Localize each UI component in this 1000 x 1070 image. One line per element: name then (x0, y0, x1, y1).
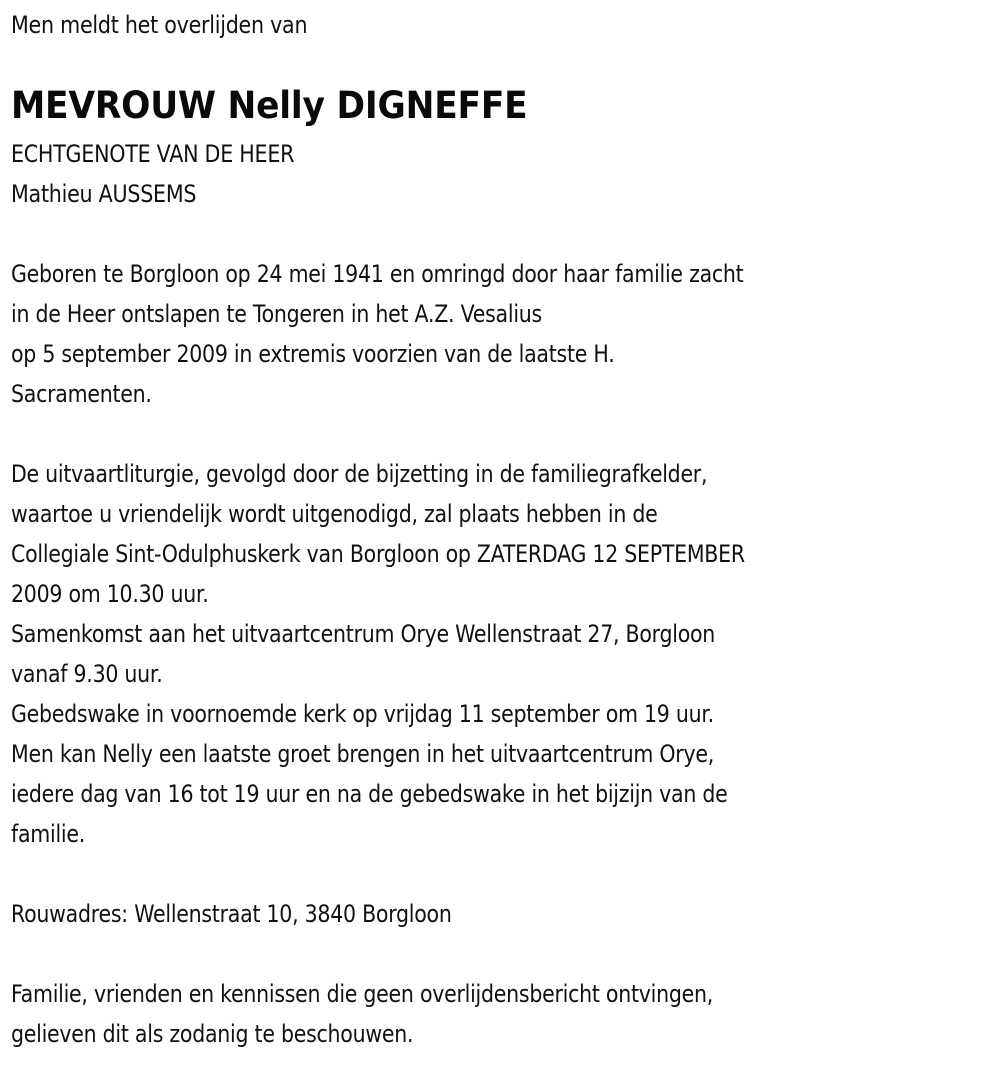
paragraph-line: iedere dag van 16 tot 19 uur en na de gebedswake in het bijzijn van de (11, 780, 728, 808)
paragraph-line: Geboren te Borgloon op 24 mei 1941 en omringd door haar familie zacht (11, 260, 744, 288)
mourning-address: Rouwadres: Wellenstraat 10, 3840 Borgloon (11, 900, 452, 928)
paragraph-line: Samenkomst aan het uitvaartcentrum Orye Wellenstraat 27, Borgloon (11, 620, 716, 648)
paragraph-line: gelieven dit als zodanig te beschouwen. (11, 1020, 414, 1048)
paragraph-line: familie. (11, 820, 85, 848)
intro-text: Men meldt het overlijden van (11, 11, 308, 39)
paragraph-line: in de Heer ontslapen te Tongeren in het A.Z. Vesalius (11, 300, 542, 328)
deceased-name-heading: MEVROUW Nelly DIGNEFFE (11, 84, 528, 127)
paragraph-line: De uitvaartliturgie, gevolgd door de bijzetting in de familiegrafkelder, (11, 460, 708, 488)
paragraph-line: Collegiale Sint-Odulphuskerk van Borgloon op ZATERDAG 12 SEPTEMBER (11, 540, 745, 568)
paragraph-line: Familie, vrienden en kennissen die geen overlijdensbericht ontvingen, (11, 980, 713, 1008)
paragraph-line: op 5 september 2009 in extremis voorzien van de laatste H. (11, 340, 615, 368)
spouse-name: Mathieu AUSSEMS (11, 180, 197, 208)
paragraph-line: Gebedswake in voornoemde kerk op vrijdag 11 september om 19 uur. (11, 700, 714, 728)
paragraph-line: waartoe u vriendelijk wordt uitgenodigd, zal plaats hebben in de (11, 500, 658, 528)
paragraph-line: Sacramenten. (11, 380, 152, 408)
spouse-label: ECHTGENOTE VAN DE HEER (11, 140, 295, 168)
paragraph-line: 2009 om 10.30 uur. (11, 580, 209, 608)
paragraph-line: Men kan Nelly een laatste groet brengen in het uitvaartcentrum Orye, (11, 740, 714, 768)
paragraph-line: vanaf 9.30 uur. (11, 660, 163, 688)
